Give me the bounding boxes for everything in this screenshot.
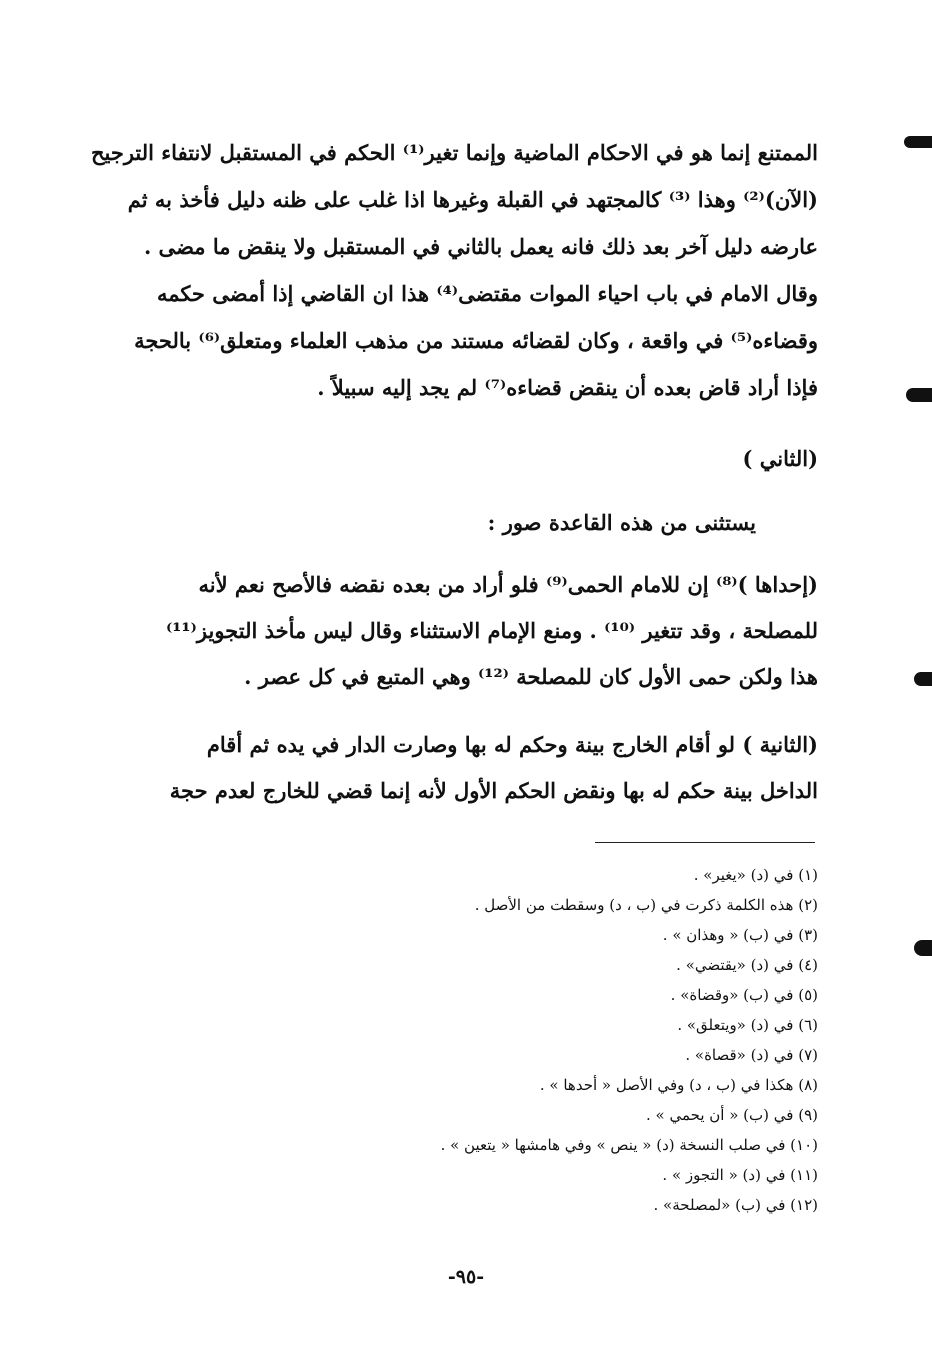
footnote: (١٢) في (ب) «لمصلحة» . (653, 1196, 818, 1214)
text-line: الداخل بينة حكم له بها ونقض الحكم الأول لأنه إنما قضي للخارج لعدم حجة (169, 778, 818, 803)
text-line: (الثانية ) لو أقام الخارج بينة وحكم له بها وصارت الدار في يده ثم أقام (206, 732, 818, 757)
footnote: (١٠) في صلب النسخة (د) « ينص » وفي هامشها « يتعين » . (440, 1136, 818, 1154)
text-line: الممتنع إنما هو في الاحكام الماضية وإنما تغير⁽¹⁾ الحكم في المستقبل لانتفاء الترجيح (90, 140, 818, 165)
page-number: -٩٥- (447, 1266, 485, 1288)
scan-mark (914, 940, 932, 956)
paragraph-3 (128, 730, 818, 806)
footnote: (٦) في (د) «ويتعلق» . (677, 1016, 818, 1034)
paragraph-2 (128, 570, 818, 692)
section-heading: (الثاني ) (742, 446, 818, 471)
footnote-separator (595, 842, 815, 843)
footnote: (٨) هكذا في (ب ، د) وفي الأصل « أحدها » . (539, 1076, 818, 1094)
footnote: (٥) في (ب) «وقضاة» . (670, 986, 818, 1004)
footnote: (٤) في (د) «يقتضي» . (676, 956, 818, 974)
scan-mark (906, 388, 932, 402)
text-line: للمصلحة ، وقد تتغير ⁽¹⁰⁾ . ومنع الإمام الاستثناء وقال ليس مأخذ التجويز⁽¹¹⁾ (165, 618, 818, 643)
text-line: وقضاءه⁽⁵⁾ في واقعة ، وكان لقضائه مستند من مذهب العلماء ومتعلق⁽⁶⁾ بالحجة (134, 328, 818, 353)
scan-mark (904, 136, 932, 148)
footnotes (358, 860, 818, 1220)
footnote: (٣) في (ب) « وهذان » . (662, 926, 818, 944)
footnote: (٢) هذه الكلمة ذكرت في (ب ، د) وسقطت من الأصل . (474, 896, 818, 914)
footnote: (١١) في (د) « التجوز » . (662, 1166, 818, 1184)
text-line: وقال الامام في باب احياء الموات مقتضى⁽⁴⁾ هذا ان القاضي إذا أمضى حكمه (156, 281, 818, 306)
footnote: (٧) في (د) «قصاة» . (685, 1046, 818, 1064)
footnote: (١) في (د) «يغير» . (693, 866, 818, 884)
text-line: (الآن)⁽²⁾ وهذا ⁽³⁾ كالمجتهد في القبلة وغيرها اذا غلب على ظنه دليل فأخذ به ثم (127, 187, 818, 212)
text-line: فإذا أراد قاض بعده أن ينقض قضاءه⁽⁷⁾ لم يجد إليه سبيلاً . (317, 375, 818, 400)
text-line: (إحداها )⁽⁸⁾ إن للامام الحمى⁽⁹⁾ فلو أراد من بعده نقضه فالأصح نعم لأنه (198, 572, 818, 597)
paragraph-1 (90, 138, 818, 403)
intro-line (128, 508, 818, 538)
scan-mark (914, 672, 932, 686)
text-line: عارضه دليل آخر بعد ذلك فانه يعمل بالثاني في المستقبل ولا ينقض ما مضى . (143, 234, 818, 259)
footnote: (٩) في (ب) « أن يحمي » . (646, 1106, 818, 1124)
text-line: يستثنى من هذه القاعدة صور : (487, 510, 756, 535)
text-line: هذا ولكن حمى الأول كان للمصلحة ⁽¹²⁾ وهي المتبع في كل عصر . (244, 664, 818, 689)
